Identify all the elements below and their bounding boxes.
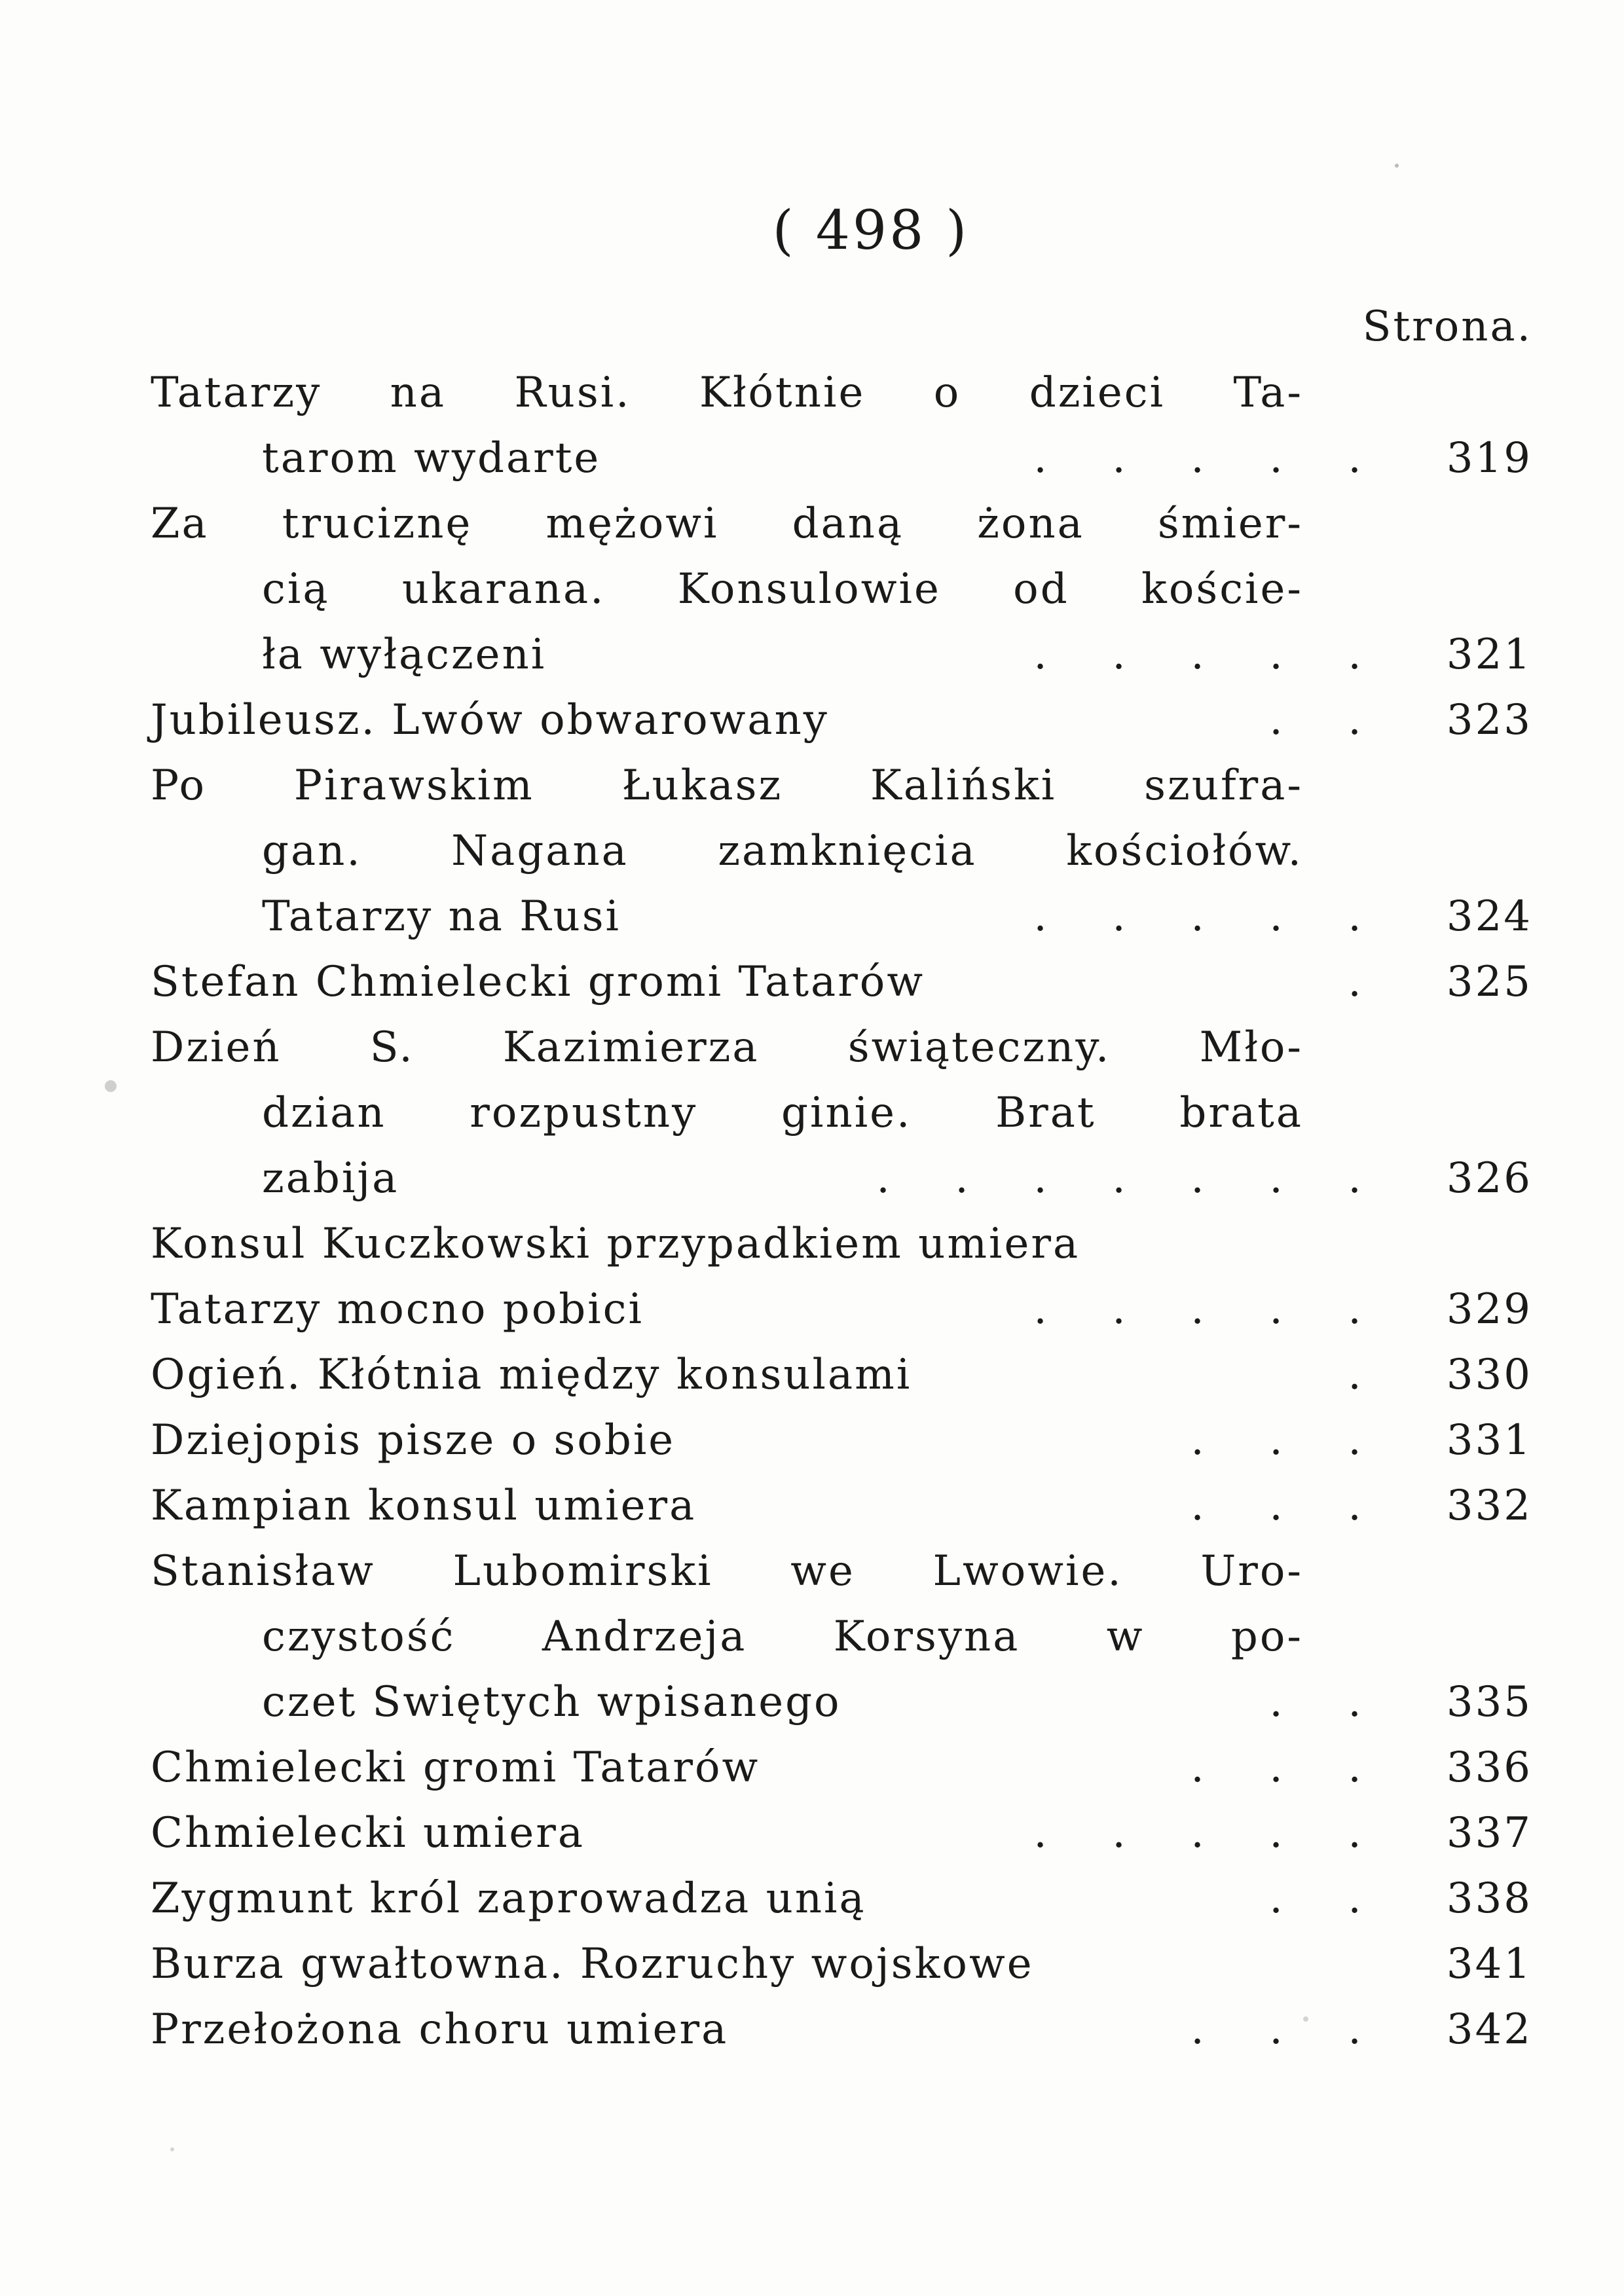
toc-entry-text: Przełożona choru umiera <box>151 2005 729 2054</box>
paper-speck <box>170 2147 174 2151</box>
toc-page-number: 330 <box>1446 1351 1532 1399</box>
toc-entry-line <box>151 753 1532 818</box>
toc-page-number: 337 <box>1446 1809 1532 1857</box>
toc-entry-line <box>151 556 1532 622</box>
toc-entry <box>151 1473 1532 1539</box>
toc-entry-line <box>151 1473 1532 1539</box>
toc-entry-line <box>151 1735 1532 1800</box>
dot-leader: . . <box>1269 1874 1363 1923</box>
toc-entry <box>151 1211 1532 1277</box>
toc-entry <box>151 1931 1532 1997</box>
toc-entry-line <box>151 1146 1532 1211</box>
dot-leader: . <box>1348 1351 1363 1399</box>
toc-entry-text: Burza gwałtowna. Rozruchy wojskowe <box>151 1940 1034 1988</box>
toc-entry <box>151 1015 1532 1211</box>
toc-entry-text: Jubileusz. Lwów obwarowany <box>151 696 829 744</box>
toc-entry-line <box>151 1342 1532 1408</box>
toc-entry-text: Stanisław Lubomirski we Lwowie. Uro- <box>151 1547 1303 1595</box>
dot-leader: . . . <box>1190 1482 1363 1530</box>
dot-leader: . . . <box>1190 1743 1363 1792</box>
toc-entry-line <box>151 622 1532 687</box>
page-number-header: ( 498 ) <box>772 200 970 262</box>
toc-entry-line <box>151 949 1532 1015</box>
toc-entry-line <box>151 1015 1532 1080</box>
toc-entry <box>151 949 1532 1015</box>
dot-leader: . . <box>1269 696 1363 744</box>
toc-entry-line <box>151 360 1532 426</box>
dot-leader: . . . . . . . <box>876 1154 1363 1203</box>
toc-page-number: 325 <box>1446 958 1532 1006</box>
dot-leader: . . . . . <box>1033 630 1363 679</box>
toc-entry-text: Ogień. Kłótnia między konsulami <box>151 1351 912 1399</box>
toc-entry-text: Tatarzy na Rusi <box>262 892 621 941</box>
dot-leader: . <box>1348 958 1363 1006</box>
toc-entry-line <box>151 1800 1532 1866</box>
paper-speck <box>1395 164 1399 168</box>
toc-entry-text: Stefan Chmielecki gromi Tatarów <box>151 958 925 1006</box>
toc-entry-line <box>151 884 1532 949</box>
toc-entry <box>151 1539 1532 1735</box>
table-of-contents <box>151 360 1532 2062</box>
toc-entry-text: Zygmunt król zaprowadza unią <box>151 1874 866 1923</box>
dot-leader: . . . . . <box>1033 1809 1363 1857</box>
toc-entry <box>151 1866 1532 1931</box>
toc-entry-line <box>151 1408 1532 1473</box>
toc-entry-text: Kampian konsul umiera <box>151 1482 697 1530</box>
toc-page-number: 342 <box>1446 2005 1532 2054</box>
toc-page-number: 323 <box>1446 696 1532 744</box>
toc-page-number: 321 <box>1446 630 1532 679</box>
toc-entry <box>151 753 1532 949</box>
toc-entry-text: Tatarzy mocno pobici <box>151 1285 644 1334</box>
toc-entry-line <box>151 1997 1532 2062</box>
toc-entry <box>151 687 1532 753</box>
toc-entry-line <box>151 1277 1532 1342</box>
toc-entry-text: cią ukarana. Konsulowie od koście- <box>262 565 1303 613</box>
toc-entry-text: Tatarzy na Rusi. Kłótnie o dzieci Ta- <box>151 369 1303 417</box>
dot-leader: . . . <box>1190 1416 1363 1465</box>
dot-leader: . . . . . <box>1033 434 1363 483</box>
toc-entry <box>151 360 1532 491</box>
toc-entry <box>151 1997 1532 2062</box>
toc-page-number: 319 <box>1446 434 1532 483</box>
toc-entry-text: zabija <box>262 1154 399 1203</box>
toc-entry-line <box>151 1931 1532 1997</box>
toc-page-number: 329 <box>1446 1285 1532 1334</box>
dot-leader: . . <box>1269 1678 1363 1726</box>
paper-speck <box>1303 2016 1308 2022</box>
toc-entry-line <box>151 1866 1532 1931</box>
toc-entry-line <box>151 1539 1532 1604</box>
dot-leader: . . . . . <box>1033 892 1363 941</box>
toc-entry-line <box>151 1604 1532 1669</box>
toc-entry-line <box>151 491 1532 556</box>
toc-entry-line <box>151 1080 1532 1146</box>
toc-page-number: 331 <box>1446 1416 1532 1465</box>
toc-entry <box>151 1277 1532 1342</box>
dot-leader: . . . <box>1190 2005 1363 2054</box>
toc-entry <box>151 1408 1532 1473</box>
toc-entry-text: Konsul Kuczkowski przypadkiem umiera <box>151 1220 1080 1268</box>
toc-entry-text: tarom wydarte <box>262 434 601 483</box>
toc-entry-text: ła wyłączeni <box>262 630 547 679</box>
dot-leader: . . . . . <box>1033 1285 1363 1334</box>
toc-entry-text: Za truciznę mężowi daną żona śmier- <box>151 500 1303 548</box>
toc-page-number: 338 <box>1446 1874 1532 1923</box>
toc-entry-line <box>151 1669 1532 1735</box>
toc-page-number: 332 <box>1446 1482 1532 1530</box>
toc-page-number: 336 <box>1446 1743 1532 1792</box>
toc-entry-text: Chmielecki gromi Tatarów <box>151 1743 760 1792</box>
toc-entry-text: czystość Andrzeja Korsyna w po- <box>262 1613 1303 1661</box>
toc-entry-text: gan. Nagana zamknięcia kościołów. <box>262 827 1303 875</box>
toc-entry-line <box>151 1211 1532 1277</box>
toc-entry-text: Dzień S. Kazimierza świąteczny. Mło- <box>151 1023 1303 1072</box>
toc-entry-text: czet Swiętych wpisanego <box>262 1678 841 1726</box>
toc-entry <box>151 491 1532 687</box>
toc-page-number: 324 <box>1446 892 1532 941</box>
toc-entry-text: dzian rozpustny ginie. Brat brata <box>262 1089 1303 1137</box>
page-column-label: Strona. <box>1362 302 1532 351</box>
toc-page-number: 326 <box>1446 1154 1532 1203</box>
toc-entry-line <box>151 818 1532 884</box>
toc-entry-text: Chmielecki umiera <box>151 1809 585 1857</box>
toc-entry-line <box>151 687 1532 753</box>
toc-entry-line <box>151 426 1532 491</box>
toc-entry <box>151 1800 1532 1866</box>
toc-page-number: 335 <box>1446 1678 1532 1726</box>
toc-page-number: 341 <box>1446 1940 1532 1988</box>
toc-entry-text: Po Pirawskim Łukasz Kaliński szufra- <box>151 761 1303 810</box>
toc-entry-text: Dziejopis pisze o sobie <box>151 1416 676 1465</box>
paper-speck <box>105 1080 117 1092</box>
toc-entry <box>151 1342 1532 1408</box>
toc-entry <box>151 1735 1532 1800</box>
